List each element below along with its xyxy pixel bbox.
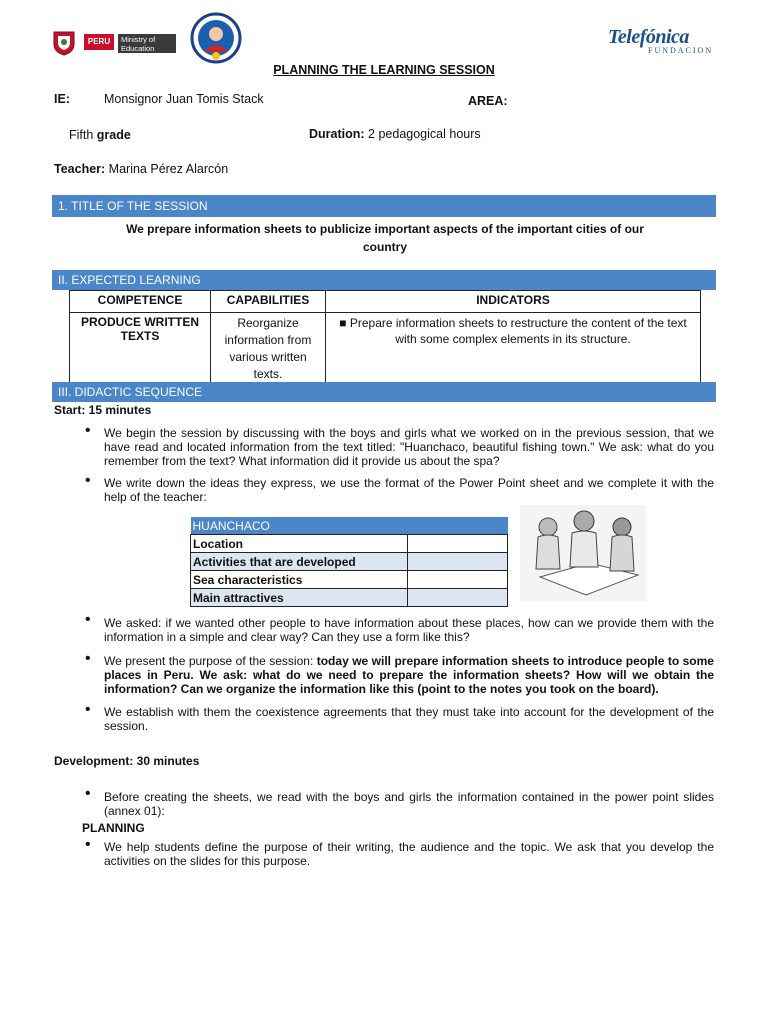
telefonica-logo: Telefónica xyxy=(608,26,689,48)
paragraph-1: We begin the session by discussing with the boys and girls what we worked on in the previous session, that we have read and located information from the text titled: "Huanchaco, beautiful fishing town." We ask: what do you remember from the text? What information did it provide us about the spa? xyxy=(104,426,714,468)
teacher-value: Marina Pérez Alarcón xyxy=(108,162,229,176)
bullet-icon: • xyxy=(85,422,91,439)
paragraph-5: We establish with them the coexistence agreements that they must take into account for the development of the session. xyxy=(104,705,714,733)
section3-heading: III. DIDACTIC SEQUENCE xyxy=(52,382,716,402)
duration-line xyxy=(309,127,481,141)
header-competence: COMPETENCE xyxy=(70,291,211,313)
grade-word: grade xyxy=(96,128,131,142)
expected-learning-table xyxy=(69,290,701,386)
bullet-icon: • xyxy=(85,836,91,853)
teacher-label: Teacher: xyxy=(54,162,106,176)
paragraph-2: We write down the ideas they express, we use the format of the Power Point sheet and we complete it with the help of the teacher: xyxy=(104,476,714,504)
header-capabilities: CAPABILITIES xyxy=(211,291,326,313)
area-label: AREA: xyxy=(468,94,508,108)
peru-flag-logo: PERU xyxy=(84,34,114,50)
grade-prefix: Fifth xyxy=(69,128,94,142)
capabilities-cell: Reorganize information from various written texts. xyxy=(211,313,326,386)
duration-label: Duration: xyxy=(309,127,365,141)
children-illustration xyxy=(520,505,646,601)
session-title: We prepare information sheets to publicize important aspects of the important cities of our country xyxy=(126,222,644,254)
start-label: Start: 15 minutes xyxy=(54,403,152,417)
fundacion-label: FUNDACION xyxy=(648,46,714,55)
paragraph-4 xyxy=(104,654,714,696)
table-row-value xyxy=(408,535,508,553)
page-title: PLANNING THE LEARNING SESSION xyxy=(273,63,495,77)
paragraph-6: Before creating the sheets, we read with the boys and girls the information contained in the power point slides (annex 01): xyxy=(104,790,714,818)
paragraph-4-plain: We present the purpose of the session: xyxy=(104,654,317,668)
paragraph-7: We help students define the purpose of their writing, the audience and the topic. We ask that you develop the activities on the slides for this purpose. xyxy=(104,840,714,868)
table-row-value xyxy=(408,571,508,589)
peru-shield-icon xyxy=(52,30,76,56)
duration-value: 2 pedagogical hours xyxy=(368,127,481,141)
table-row-label: Main attractives xyxy=(191,589,408,607)
huanchaco-table xyxy=(190,517,508,607)
bullet-icon: • xyxy=(85,785,91,802)
paragraph-3: We asked: if we wanted other people to have information about these places, how can we provide them with the information in a simple and clear way? Can they use a form like this? xyxy=(104,616,714,644)
header-indicators: INDICATORS xyxy=(326,291,701,313)
section2-heading: II. EXPECTED LEARNING xyxy=(52,270,716,290)
teacher-line xyxy=(54,162,228,176)
huanchaco-title: HUANCHACO xyxy=(191,517,508,535)
table-row-label: Sea characteristics xyxy=(191,571,408,589)
ie-label: IE: xyxy=(54,92,70,106)
competence-cell: PRODUCE WRITTEN TEXTS xyxy=(70,313,211,386)
indicator-cell: ■ Prepare information sheets to restructure the content of the text with some complex elements in its structure. xyxy=(326,313,701,386)
development-label: Development: 30 minutes xyxy=(54,754,200,768)
table-row-label: Activities that are developed xyxy=(191,553,408,571)
bullet-icon: • xyxy=(85,611,91,628)
ie-value: Monsignor Juan Tomis Stack xyxy=(104,92,264,106)
table-row-value xyxy=(408,553,508,571)
table-row-label: Location xyxy=(191,535,408,553)
table-row-value xyxy=(408,589,508,607)
grade-line xyxy=(69,128,131,142)
section1-heading: 1. TITLE OF THE SESSION xyxy=(52,195,716,217)
paragraph-4-bold: today we will prepare information sheets to introduce people to some places in Peru. We ask: what do we need to prepare the information sheets? How will we obtain the information? Can we organize the information like this (point to the notes you took on the board). xyxy=(104,654,714,696)
bullet-icon: • xyxy=(85,701,91,718)
bullet-icon: • xyxy=(85,472,91,489)
school-seal-icon xyxy=(190,12,242,64)
planning-label: PLANNING xyxy=(82,821,145,835)
bullet-icon: • xyxy=(85,650,91,667)
ministry-logo: Ministry of Education xyxy=(118,34,176,53)
